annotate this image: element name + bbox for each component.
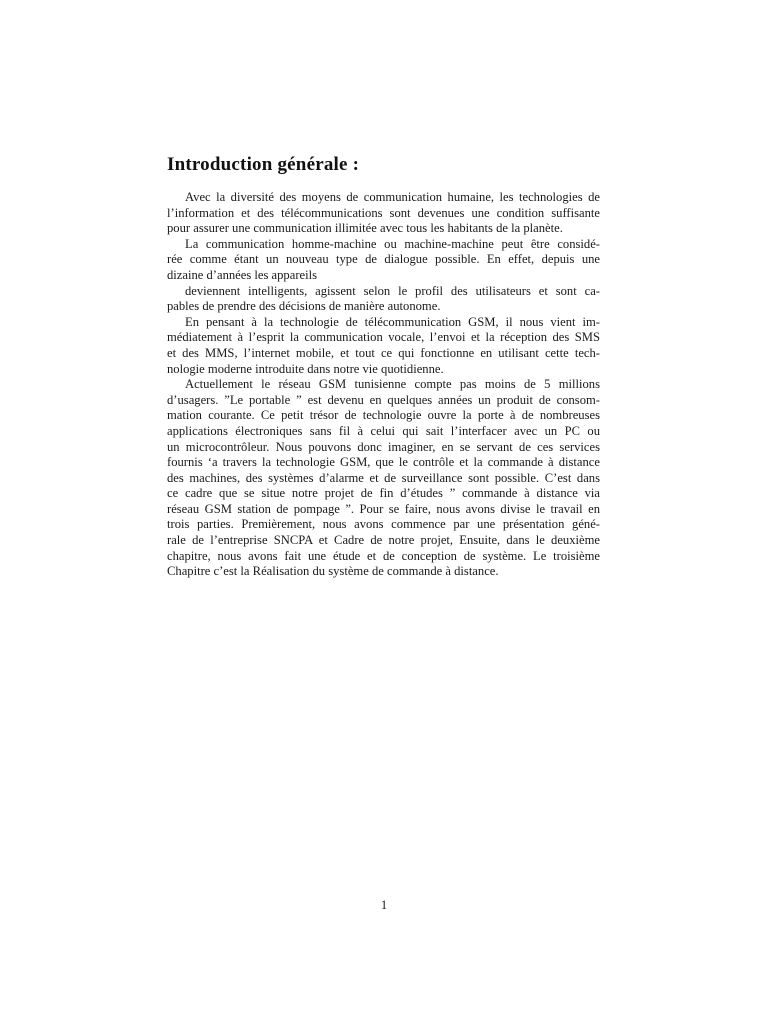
text-line: l’information et des télécommunications sont devenues une condition suffisante (167, 205, 600, 220)
text-line: d’usagers. ”Le portable ” est devenu en quelques années un produit de consom- (167, 392, 600, 407)
text-line: médiatement à l’esprit la communication vocale, l’envoi et la réception des SMS (167, 330, 600, 345)
text-line: applications électroniques sans fil à celui qui sait l’interfacer avec un PC ou (167, 423, 600, 438)
text-line: chapitre, nous avons fait une étude et de conception de système. Le troisième (167, 548, 600, 563)
text-line: rale de l’entreprise SNCPA et Cadre de notre projet, Ensuite, dans le deuxième (167, 533, 600, 548)
text-line: En pensant à la technologie de télécommunication GSM, il nous vient im- (185, 314, 600, 329)
text-line: pour assurer une communication illimitée avec tous les habitants de la planète. (167, 221, 563, 236)
text-line: La communication homme-machine ou machine-machine peut être considé- (185, 236, 600, 251)
text-line: et des MMS, l’internet mobile, et tout ce qui fonctionne en utilisant cette tech- (167, 345, 600, 360)
text-line: Actuellement le réseau GSM tunisienne compte pas moins de 5 millions (185, 377, 600, 392)
text-line: dizaine d’années les appareils (167, 267, 318, 282)
text-line: réseau GSM station de pompage ”. Pour se faire, nous avons divise le travail en (167, 501, 600, 516)
body-text (167, 190, 600, 580)
text-line: Chapitre c’est la Réalisation du système de commande à distance. (167, 564, 499, 579)
section-title: Introduction générale : (167, 154, 360, 175)
text-line: trois parties. Premièrement, nous avons commence par une présentation géné- (167, 517, 600, 532)
text-line: pables de prendre des décisions de manière autonome. (167, 299, 441, 314)
text-line: ce cadre que se situe notre projet de fin d’études ” commande à distance via (167, 486, 600, 501)
text-line: Avec la diversité des moyens de communication humaine, les technologies de (185, 190, 600, 204)
text-line: nologie moderne introduite dans notre vie quotidienne. (167, 361, 444, 376)
text-line: deviennent intelligents, agissent selon le profil des utilisateurs et sont ca- (185, 283, 600, 298)
text-line: rée comme étant un nouveau type de dialogue possible. En effet, depuis une (167, 252, 600, 267)
text-line: un microcontrôleur. Nous pouvons donc imaginer, en se servant de ces services (167, 439, 600, 454)
text-line: des machines, des systèmes d’alarme et de surveillance sont possible. C’est dans (167, 470, 600, 485)
page-number: 1 (380, 898, 388, 912)
text-line: mation courante. Ce petit trésor de technologie ouvre la porte à de nombreuses (167, 408, 600, 423)
text-line: fournis ‘a travers la technologie GSM, que le contrôle et la commande à distance (167, 455, 600, 470)
